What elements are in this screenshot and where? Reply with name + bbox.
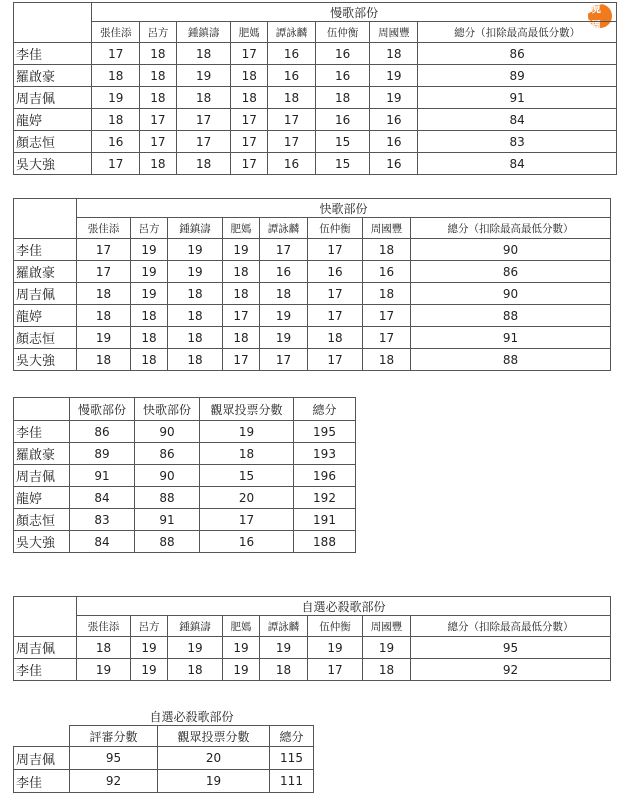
corner-cell bbox=[14, 726, 70, 747]
score-cell: 195 bbox=[294, 421, 356, 443]
score-cell: 18 bbox=[231, 65, 268, 87]
score-cell: 16 bbox=[92, 131, 140, 153]
score-cell: 18 bbox=[77, 305, 131, 327]
total-cell: 90 bbox=[411, 283, 611, 305]
table-row bbox=[14, 747, 314, 770]
score-cell: 16 bbox=[268, 65, 316, 87]
judge-header: 肥媽 bbox=[231, 22, 268, 43]
score-cell: 17 bbox=[363, 305, 411, 327]
score-cell: 18 bbox=[176, 43, 231, 65]
score-cell: 18 bbox=[131, 305, 168, 327]
score-cell: 83 bbox=[70, 509, 135, 531]
judge-header: 譚詠麟 bbox=[260, 218, 308, 239]
section-title: 自選必殺歌部份 bbox=[149, 709, 234, 724]
score-cell: 18 bbox=[77, 637, 131, 659]
total-cell: 89 bbox=[418, 65, 617, 87]
summary-header: 總分 bbox=[270, 726, 314, 747]
score-cell: 18 bbox=[363, 659, 411, 681]
contestant-name: 李佳 bbox=[14, 659, 77, 681]
contestant-name: 周吉佩 bbox=[14, 637, 77, 659]
score-cell: 18 bbox=[168, 349, 223, 371]
score-cell: 19 bbox=[131, 283, 168, 305]
score-cell: 19 bbox=[77, 659, 131, 681]
table-row bbox=[14, 283, 611, 305]
score-cell: 19 bbox=[131, 659, 168, 681]
contestant-name: 周吉佩 bbox=[14, 747, 70, 770]
score-cell: 91 bbox=[135, 509, 200, 531]
total-cell: 90 bbox=[411, 239, 611, 261]
total-header: 總分（扣除最高最低分數） bbox=[411, 616, 611, 637]
score-cell: 196 bbox=[294, 465, 356, 487]
score-cell: 17 bbox=[268, 109, 316, 131]
score-cell: 19 bbox=[223, 659, 260, 681]
score-cell: 18 bbox=[168, 659, 223, 681]
total-cell: 84 bbox=[418, 153, 617, 175]
score-cell: 19 bbox=[260, 637, 308, 659]
table-row bbox=[14, 153, 617, 175]
score-cell: 18 bbox=[370, 43, 418, 65]
score-cell: 193 bbox=[294, 443, 356, 465]
table-row bbox=[14, 421, 356, 443]
score-cell: 18 bbox=[168, 305, 223, 327]
contestant-name: 李佳 bbox=[14, 43, 92, 65]
judge-header: 鍾鎮濤 bbox=[176, 22, 231, 43]
contestant-name: 李佳 bbox=[14, 770, 70, 793]
total-cell: 88 bbox=[411, 349, 611, 371]
score-cell: 19 bbox=[370, 87, 418, 109]
table-row bbox=[14, 465, 356, 487]
score-cell: 18 bbox=[260, 659, 308, 681]
score-cell: 19 bbox=[223, 637, 260, 659]
contestant-name: 顏志恒 bbox=[14, 131, 92, 153]
corner-cell bbox=[14, 398, 70, 421]
score-cell: 19 bbox=[223, 239, 260, 261]
table-row bbox=[14, 87, 617, 109]
score-cell: 86 bbox=[70, 421, 135, 443]
table-row bbox=[14, 239, 611, 261]
total-header: 總分（扣除最高最低分數） bbox=[418, 22, 617, 43]
score-cell: 19 bbox=[200, 421, 294, 443]
score-cell: 17 bbox=[92, 153, 140, 175]
score-cell: 17 bbox=[363, 327, 411, 349]
score-cell: 17 bbox=[200, 509, 294, 531]
score-cell: 15 bbox=[315, 131, 370, 153]
table-row bbox=[14, 659, 611, 681]
score-cell: 19 bbox=[370, 65, 418, 87]
contestant-name: 周吉佩 bbox=[14, 283, 77, 305]
score-cell: 18 bbox=[231, 87, 268, 109]
score-cell: 16 bbox=[260, 261, 308, 283]
judge-header: 呂方 bbox=[140, 22, 177, 43]
judge-header: 周國豐 bbox=[370, 22, 418, 43]
table-row bbox=[14, 487, 356, 509]
summary-header: 快歌部份 bbox=[135, 398, 200, 421]
judge-header: 伍仲衡 bbox=[308, 616, 363, 637]
summary-header: 評審分數 bbox=[70, 726, 158, 747]
score-cell: 18 bbox=[200, 443, 294, 465]
score-cell: 19 bbox=[158, 770, 270, 793]
score-cell: 19 bbox=[131, 637, 168, 659]
table-row bbox=[14, 65, 617, 87]
total-cell: 86 bbox=[411, 261, 611, 283]
score-cell: 18 bbox=[168, 327, 223, 349]
score-cell: 18 bbox=[363, 349, 411, 371]
score-cell: 18 bbox=[140, 43, 177, 65]
score-cell: 19 bbox=[260, 327, 308, 349]
contestant-name: 羅啟豪 bbox=[14, 261, 77, 283]
score-cell: 17 bbox=[92, 43, 140, 65]
score-cell: 16 bbox=[370, 131, 418, 153]
score-cell: 17 bbox=[176, 131, 231, 153]
score-cell: 18 bbox=[315, 87, 370, 109]
judge-header: 伍仲衡 bbox=[315, 22, 370, 43]
judge-header: 呂方 bbox=[131, 218, 168, 239]
score-cell: 18 bbox=[176, 153, 231, 175]
judge-header: 譚詠麟 bbox=[260, 616, 308, 637]
score-cell: 19 bbox=[168, 637, 223, 659]
table-row bbox=[14, 770, 314, 793]
score-cell: 17 bbox=[260, 349, 308, 371]
score-cell: 16 bbox=[308, 261, 363, 283]
score-cell: 19 bbox=[77, 327, 131, 349]
table-row bbox=[14, 109, 617, 131]
judge-header: 鍾鎮濤 bbox=[168, 616, 223, 637]
mirror-media-logo: 鏡週 bbox=[588, 4, 612, 28]
score-cell: 16 bbox=[315, 43, 370, 65]
section-title: 自選必殺歌部份 bbox=[77, 597, 611, 616]
judge-header: 呂方 bbox=[131, 616, 168, 637]
table-row bbox=[14, 443, 356, 465]
score-cell: 188 bbox=[294, 531, 356, 553]
score-cell: 90 bbox=[135, 465, 200, 487]
score-cell: 17 bbox=[231, 109, 268, 131]
score-cell: 18 bbox=[363, 239, 411, 261]
score-cell: 19 bbox=[176, 65, 231, 87]
score-cell: 95 bbox=[70, 747, 158, 770]
table-row bbox=[14, 531, 356, 553]
contestant-name: 龍婷 bbox=[14, 487, 70, 509]
score-cell: 19 bbox=[168, 261, 223, 283]
score-cell: 20 bbox=[200, 487, 294, 509]
total-cell: 88 bbox=[411, 305, 611, 327]
score-cell: 16 bbox=[363, 261, 411, 283]
score-cell: 18 bbox=[140, 87, 177, 109]
contestant-name: 周吉佩 bbox=[14, 465, 70, 487]
score-cell: 89 bbox=[70, 443, 135, 465]
score-cell: 18 bbox=[92, 65, 140, 87]
score-cell: 18 bbox=[308, 327, 363, 349]
contestant-name: 羅啟豪 bbox=[14, 443, 70, 465]
judge-header: 張佳添 bbox=[77, 218, 131, 239]
total-cell: 84 bbox=[418, 109, 617, 131]
score-cell: 17 bbox=[231, 131, 268, 153]
total-cell: 86 bbox=[418, 43, 617, 65]
table-row bbox=[14, 43, 617, 65]
summary-header: 觀眾投票分數 bbox=[200, 398, 294, 421]
contestant-name: 吳大強 bbox=[14, 531, 70, 553]
corner-cell bbox=[14, 199, 77, 239]
table-row bbox=[14, 131, 617, 153]
contestant-name: 吳大強 bbox=[14, 153, 92, 175]
score-cell: 192 bbox=[294, 487, 356, 509]
judge-header: 鍾鎮濤 bbox=[168, 218, 223, 239]
score-cell: 18 bbox=[223, 327, 260, 349]
score-cell: 17 bbox=[77, 261, 131, 283]
score-cell: 16 bbox=[370, 153, 418, 175]
contestant-name: 龍婷 bbox=[14, 109, 92, 131]
score-cell: 17 bbox=[308, 239, 363, 261]
total-cell: 92 bbox=[411, 659, 611, 681]
score-cell: 16 bbox=[200, 531, 294, 553]
contestant-name: 李佳 bbox=[14, 421, 70, 443]
table-row bbox=[14, 305, 611, 327]
contestant-name: 周吉佩 bbox=[14, 87, 92, 109]
score-cell: 17 bbox=[308, 349, 363, 371]
score-cell: 17 bbox=[308, 283, 363, 305]
table-row bbox=[14, 261, 611, 283]
score-cell: 18 bbox=[223, 261, 260, 283]
table-row bbox=[14, 637, 611, 659]
judge-header: 肥媽 bbox=[223, 218, 260, 239]
score-cell: 16 bbox=[268, 43, 316, 65]
contestant-name: 羅啟豪 bbox=[14, 65, 92, 87]
killer-song-score-table bbox=[13, 596, 611, 681]
score-cell: 19 bbox=[363, 637, 411, 659]
score-cell: 18 bbox=[268, 87, 316, 109]
score-cell: 18 bbox=[223, 283, 260, 305]
contestant-name: 顏志恒 bbox=[14, 509, 70, 531]
score-cell: 16 bbox=[268, 153, 316, 175]
score-cell: 191 bbox=[294, 509, 356, 531]
judge-header: 伍仲衡 bbox=[308, 218, 363, 239]
score-cell: 19 bbox=[168, 239, 223, 261]
section-title: 慢歌部份 bbox=[92, 3, 617, 22]
score-cell: 18 bbox=[363, 283, 411, 305]
score-cell: 19 bbox=[92, 87, 140, 109]
score-cell: 17 bbox=[223, 349, 260, 371]
score-cell: 19 bbox=[131, 261, 168, 283]
score-cell: 18 bbox=[77, 283, 131, 305]
fast-song-score-table bbox=[13, 198, 611, 371]
table-row bbox=[14, 349, 611, 371]
contestant-name: 顏志恒 bbox=[14, 327, 77, 349]
score-cell: 15 bbox=[200, 465, 294, 487]
killer-summary-table bbox=[13, 707, 314, 793]
summary-header: 觀眾投票分數 bbox=[158, 726, 270, 747]
score-cell: 17 bbox=[140, 109, 177, 131]
score-cell: 20 bbox=[158, 747, 270, 770]
corner-cell bbox=[14, 597, 77, 637]
judge-header: 周國豐 bbox=[363, 616, 411, 637]
score-cell: 17 bbox=[231, 153, 268, 175]
judge-header: 張佳添 bbox=[77, 616, 131, 637]
score-cell: 17 bbox=[308, 659, 363, 681]
score-cell: 115 bbox=[270, 747, 314, 770]
total-cell: 95 bbox=[411, 637, 611, 659]
judge-header: 張佳添 bbox=[92, 22, 140, 43]
score-cell: 17 bbox=[176, 109, 231, 131]
score-cell: 18 bbox=[92, 109, 140, 131]
judge-header: 周國豐 bbox=[363, 218, 411, 239]
score-cell: 18 bbox=[176, 87, 231, 109]
score-cell: 16 bbox=[370, 109, 418, 131]
judge-header: 譚詠麟 bbox=[268, 22, 316, 43]
total-cell: 91 bbox=[411, 327, 611, 349]
summary-header: 慢歌部份 bbox=[70, 398, 135, 421]
score-cell: 18 bbox=[77, 349, 131, 371]
contestant-name: 龍婷 bbox=[14, 305, 77, 327]
contestant-name: 吳大強 bbox=[14, 349, 77, 371]
total-header: 總分（扣除最高最低分數） bbox=[411, 218, 611, 239]
score-cell: 17 bbox=[231, 43, 268, 65]
slow-song-score-table bbox=[13, 2, 617, 175]
score-cell: 18 bbox=[131, 327, 168, 349]
score-cell: 19 bbox=[308, 637, 363, 659]
score-cell: 19 bbox=[131, 239, 168, 261]
score-cell: 17 bbox=[308, 305, 363, 327]
contestant-name: 李佳 bbox=[14, 239, 77, 261]
corner-cell bbox=[14, 3, 92, 43]
table-row bbox=[14, 509, 356, 531]
table-row bbox=[14, 327, 611, 349]
score-cell: 92 bbox=[70, 770, 158, 793]
score-cell: 111 bbox=[270, 770, 314, 793]
score-cell: 84 bbox=[70, 531, 135, 553]
total-cell: 83 bbox=[418, 131, 617, 153]
score-cell: 17 bbox=[140, 131, 177, 153]
score-cell: 18 bbox=[260, 283, 308, 305]
summary-header: 總分 bbox=[294, 398, 356, 421]
summary-score-table bbox=[13, 397, 356, 553]
total-cell: 91 bbox=[418, 87, 617, 109]
score-cell: 84 bbox=[70, 487, 135, 509]
score-cell: 18 bbox=[140, 153, 177, 175]
score-cell: 19 bbox=[260, 305, 308, 327]
score-cell: 18 bbox=[168, 283, 223, 305]
score-cell: 16 bbox=[315, 109, 370, 131]
score-cell: 88 bbox=[135, 487, 200, 509]
section-title: 快歌部份 bbox=[77, 199, 611, 218]
score-cell: 17 bbox=[77, 239, 131, 261]
score-cell: 91 bbox=[70, 465, 135, 487]
score-cell: 17 bbox=[268, 131, 316, 153]
corner-cell bbox=[14, 707, 70, 726]
score-cell: 17 bbox=[260, 239, 308, 261]
score-cell: 16 bbox=[315, 65, 370, 87]
score-cell: 17 bbox=[223, 305, 260, 327]
score-cell: 86 bbox=[135, 443, 200, 465]
score-cell: 88 bbox=[135, 531, 200, 553]
score-cell: 90 bbox=[135, 421, 200, 443]
score-cell: 18 bbox=[140, 65, 177, 87]
score-cell: 18 bbox=[131, 349, 168, 371]
judge-header: 肥媽 bbox=[223, 616, 260, 637]
score-cell: 15 bbox=[315, 153, 370, 175]
